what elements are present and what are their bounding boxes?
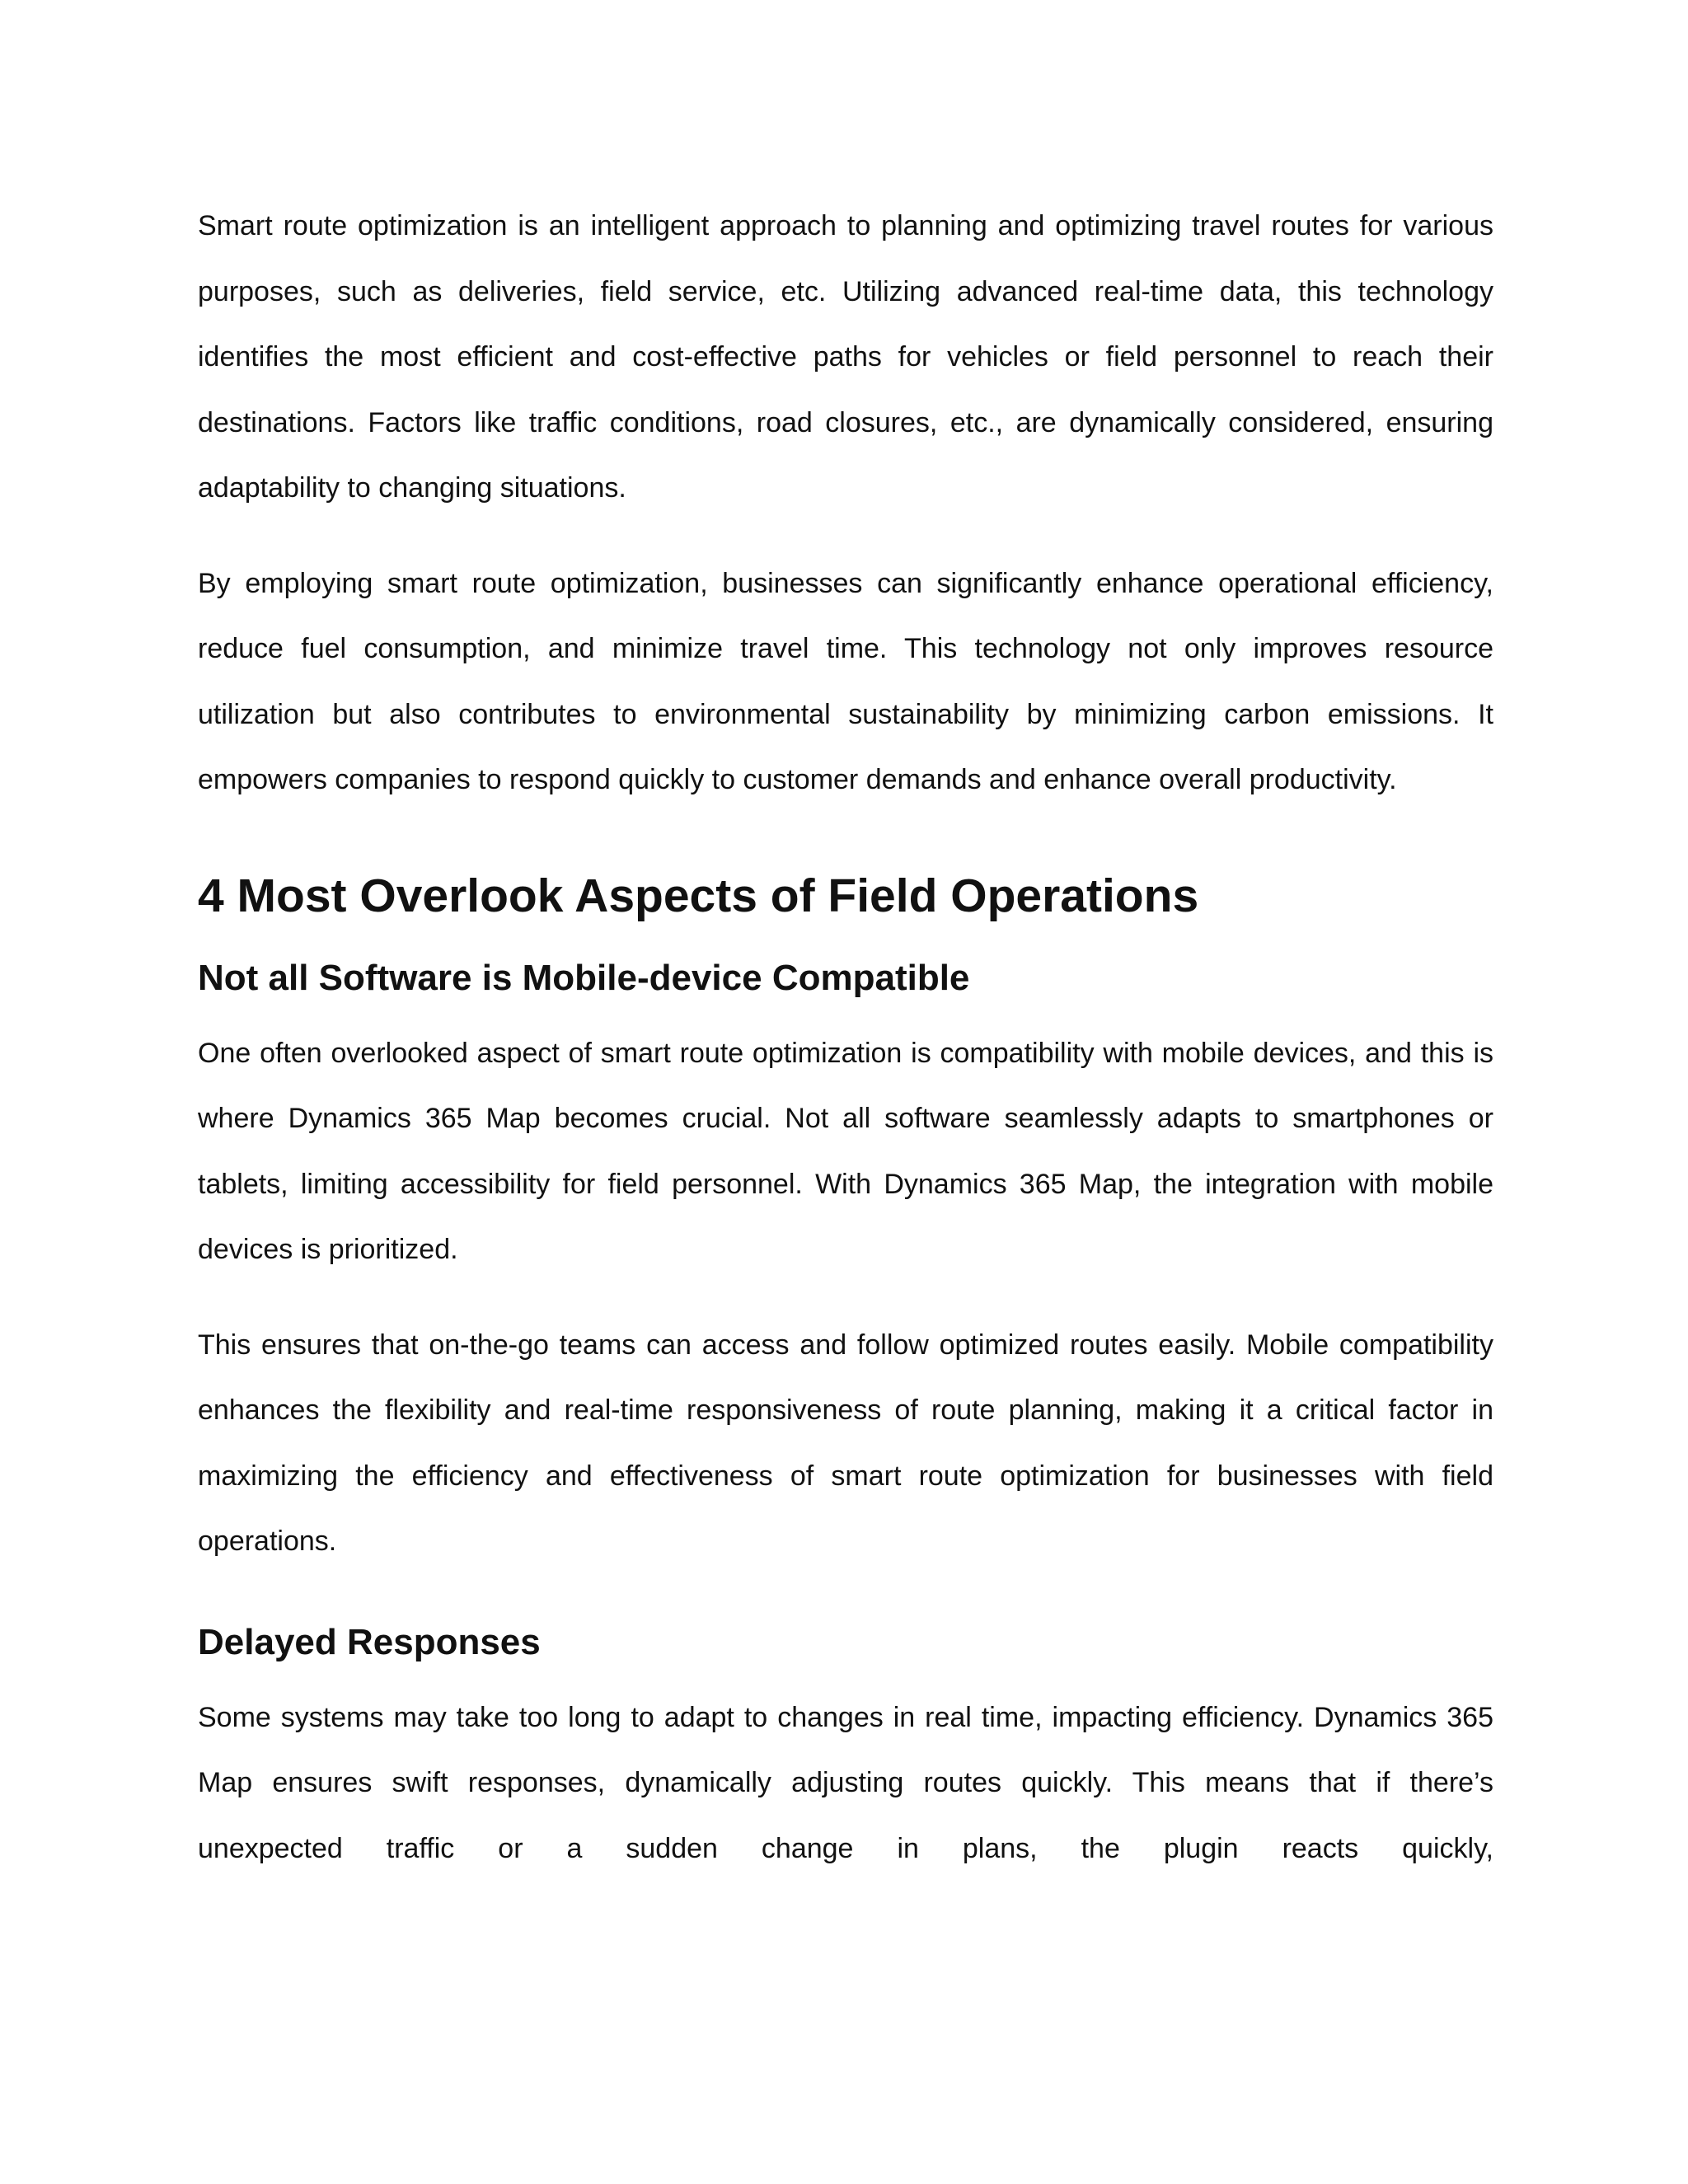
section-heading-mobile-compatibility: Not all Software is Mobile-device Compatible [198, 957, 970, 998]
main-heading: 4 Most Overlook Aspects of Field Operations [198, 869, 1199, 922]
delayed-section-paragraph-1: Some systems may take too long to adapt to changes in real time, impacting efficiency. Dynamics 365 Map ensures swift responses, dynamically adjusting routes quickly. This means that if there’s unexpected traffic or a sudden change in plans, the plugin reacts quickly, [198, 1701, 1493, 1864]
mobile-section-paragraph-2: This ensures that on-the-go teams can access and follow optimized routes easily. Mobile compatibility enhances the flexibility and real-time responsiveness of route planning, making it a critical factor in maximizing the efficiency and effectiveness of smart route optimization for businesses with field operations. [198, 1329, 1493, 1557]
intro-paragraph-2: By employing smart route optimization, businesses can significantly enhance operational efficiency, reduce fuel consumption, and minimize travel time. This technology not only improves resource utilization but also contributes to environmental sustainability by minimizing carbon emissions. It empowers companies to respond quickly to customer demands and enhance overall productivity. [198, 567, 1493, 795]
mobile-section-paragraph-1: One often overlooked aspect of smart route optimization is compatibility with mobile devices, and this is where Dynamics 365 Map becomes crucial. Not all software seamlessly adapts to smartphones or tablets, limiting accessibility for field personnel. With Dynamics 365 Map, the integration with mobile devices is prioritized. [198, 1037, 1493, 1265]
section-heading-delayed-responses: Delayed Responses [198, 1621, 541, 1662]
intro-paragraph-1: Smart route optimization is an intelligent approach to planning and optimizing travel routes for various purposes, such as deliveries, field service, etc. Utilizing advanced real-time data, this technology identifies the most efficient and cost-effective paths for vehicles or field personnel to reach their destinations. Factors like traffic conditions, road closures, etc., are dynamically considered, ensuring adaptability to changing situations. [198, 210, 1493, 504]
document-page [198, 194, 1493, 1882]
